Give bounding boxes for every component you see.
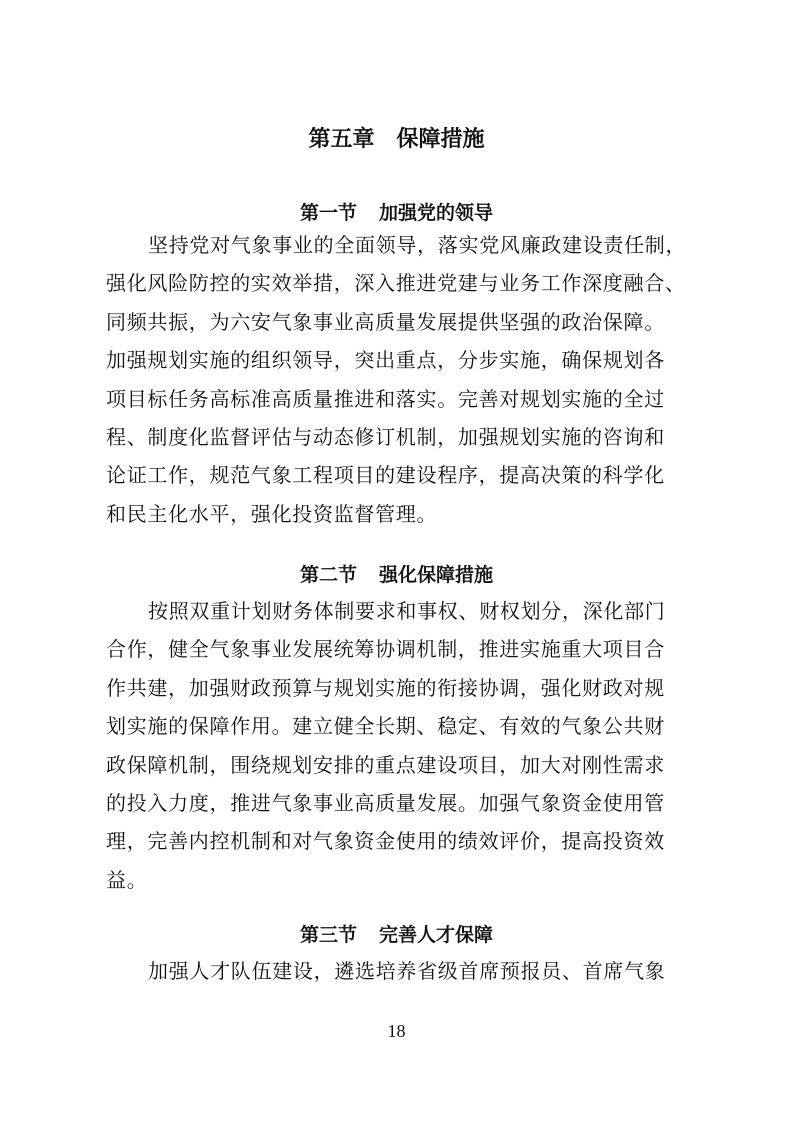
chapter-heading xyxy=(0,120,793,160)
text-line: 划实施的保障作用。建立健全长期、稳定、有效的气象公共财 xyxy=(106,714,665,739)
page-number: 18 xyxy=(387,1021,406,1041)
text-line: 益。 xyxy=(106,867,148,892)
section-body xyxy=(106,592,688,899)
section-body xyxy=(106,226,688,533)
section-body xyxy=(106,952,688,990)
section-title: 完善人才保障 xyxy=(379,924,494,946)
text-line: 项目标任务高标准高质量推进和落实。完善对规划实施的全过 xyxy=(106,386,665,411)
text-line: 强化风险防控的实效举措，深入推进党建与业务工作深度融合、 xyxy=(106,271,686,296)
text-line: 加强规划实施的组织领导，突出重点，分步实施，确保规划各 xyxy=(106,348,665,373)
section-heading xyxy=(0,918,793,952)
section-number: 第二节 xyxy=(299,564,357,586)
section-title: 加强党的领导 xyxy=(379,202,494,224)
chapter-number: 第五章 xyxy=(308,127,375,152)
text-line: 作共建，加强财政预算与规划实施的衔接协调，强化财政对规 xyxy=(106,675,665,700)
section-number: 第三节 xyxy=(299,924,357,946)
section-heading xyxy=(0,196,793,230)
text-line: 政保障机制，围绕规划安排的重点建设项目，加大对刚性需求 xyxy=(106,752,665,777)
text-line: 论证工作，规范气象工程项目的建设程序，提高决策的科学化 xyxy=(106,463,665,488)
text-line: 按照双重计划财务体制要求和事权、财权划分，深化部门 xyxy=(148,599,666,623)
section-heading xyxy=(0,558,793,592)
text-line: 合作，健全气象事业发展统筹协调机制，推进实施重大项目合 xyxy=(106,637,665,662)
text-line: 程、制度化监督评估与动态修订机制，加强规划实施的咨询和 xyxy=(106,425,665,450)
chapter-title: 保障措施 xyxy=(396,127,485,152)
section-number: 第一节 xyxy=(299,202,357,224)
text-line: 坚持党对气象事业的全面领导，落实党风廉政建设责任制， xyxy=(148,233,687,257)
section-title: 强化保障措施 xyxy=(379,564,494,586)
text-line: 和民主化水平，强化投资监督管理。 xyxy=(106,501,438,526)
text-line: 理，完善内控机制和对气象资金使用的绩效评价，提高投资效 xyxy=(106,829,665,854)
text-line: 的投入力度，推进气象事业高质量发展。加强气象资金使用管 xyxy=(106,791,665,816)
text-line: 同频共振，为六安气象事业高质量发展提供坚强的政治保障。 xyxy=(106,309,665,334)
text-line: 加强人才队伍建设，遴选培养省级首席预报员、首席气象 xyxy=(148,959,666,983)
